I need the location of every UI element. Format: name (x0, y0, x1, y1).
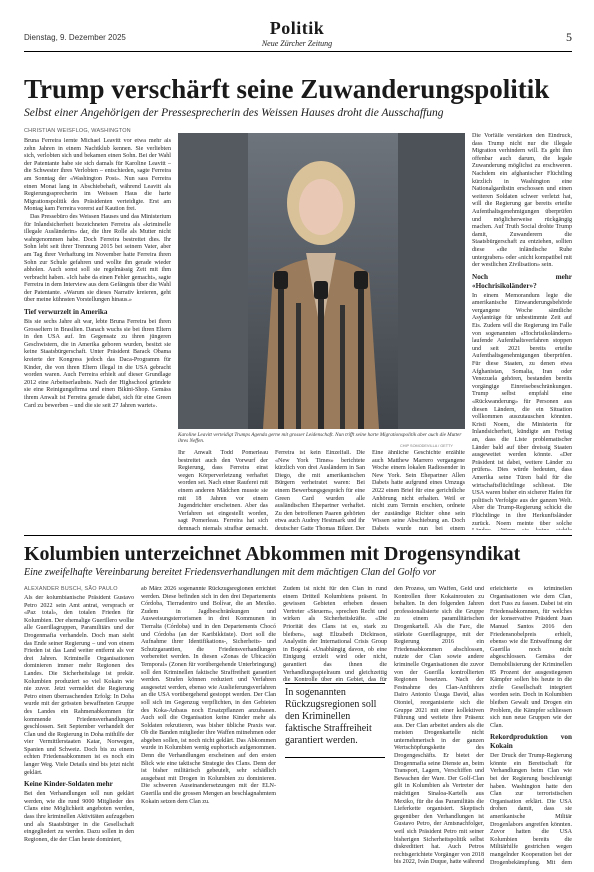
article2-headline: Kolumbien unterzeichnet Abkommen mit Drogensyndikat (24, 543, 521, 565)
article2-column-1 (24, 595, 134, 867)
header-rule (24, 51, 572, 52)
article2-byline: ALEXANDER BUSCH, SÃO PAULO (24, 586, 118, 592)
article1-photo (178, 133, 465, 429)
pullquote-rule-top (285, 683, 385, 684)
paragraph: den Prozess, um Waffen, Geld und Kontrollen ihrer Kokainrouten zu behalten. In den folgenden Jahren professionalisierte sich die Gruppe zu einem paramilitärischen Drogenkartell. Als die Farc, die stärkste Guerillagruppe, mit der Regierung 2016 ein Friedensabkommen abschlossen, nutzte der Clan sowie andere kriminelle Organisationen die zuvor von der Guerilla kontrollierten Regionen besetzen. Nach der Festnahme des Clan-Anführers Dairo Antonio Úsuga David, alias Otoniel, reorganisierte sich die Gruppe 2021 mit einer kollektiven Führung und weitete ihre Präsenz aus. Der Clan arbeitet anders als die meisten Drogenkartelle nicht unternehmerisch in der ganzen Wertschöpfungskette des Drogengeschäfts. Er bietet der Drogenmafia seine Dienste an, beim Transport, Lagern, Verschiffen und Bewachen der Ware. Der Golf-Clan gilt in Kolumbien als Vertreter der mächtigen Sinaloa-Kartells aus Mexiko, für die das Paramilitäts die Lieferkette organisiert. Skeptisch gegenüber den Verhandlungen ist Gustavo Petro, der Amtsnachfolger, weil sich Präsident Petro mit seiner bisherigen Sicherheitspolitik selbst diskreditiert hat. Auch Petros rechtsgerichtete Vorgänger von 2018 bis 2022, Iván Duque, hatte während (394, 586, 484, 866)
pullquote: In sogenannten Rückzugsregionen soll den Kriminellen faktische Straffreiheit garantiert werden. (285, 687, 377, 746)
article1-column-4 (372, 450, 465, 530)
article1-byline: CHRISTIAN WEISFLOG, WASHINGTON (24, 128, 131, 134)
newspaper-name: Neue Zürcher Zeitung (261, 39, 333, 48)
paragraph: Der Druck der Trump-Regierung könnte ein Bereitschaft für Verhandlungen beim Clan wie bei der Regierung beschleunigt haben. Washington hatte den Clan zur terroristischen Organisation erklärt. Die USA drohen damit, dass sie amerikanische Militär Drogenlabors angreifen könnten. Zuvor hatten die USA Kolumbien bereits die Militärhilfe gestrichen wegen mangelnder Kooperation bei der Drogenbekämpfung. Mit dem (490, 753, 572, 866)
article1-column-1 (24, 138, 171, 528)
paragraph: ab März 2026 sogenannte Rückzugsregionen errichtet werden. Diese befinden sich in den drei Departements Córdoba, Tierradentro und Bolívar, die an Mexiko. Zudem in Jagdbeschränkungen und Ausweisungsterrorismen in drei Kommunen in Tierralta (Córdoba) und in den Departements Chocó und Córdoba (an der Karibikküste). Dort soll die Aufnahme ihrer Identifikations-, Sicherheits- und Schutzgarantien, die Friedensverhandlungen vorbereitet werden. In diesen «Zonas de Ubicación Temporal» (Zonen für vorübergehende Unterbringung) soll den Kriminellen faktische Straffreiheit garantiert werden. Strafen können reduziert und Verfahren ausgesetzt werden, ebenso wie Auslieferungsverfahren an die USA vorübergehend gestoppt werden. Der Clan soll sich im Gegenzug verpflichten, in den Gebieten des Koka-Anbaus noch Ersatzpflanzen anzubauen. Auch soll die Organisation keine Kinder mehr als Soldaten rekrutieren, was bisher übliche Praxis war. Ob die Banden mitglieder ihre Waffen mitnehmen oder abgeben sollen, ist noch nicht geklärt. Das Abkommen wurde in Kolumbien wenig euphorisch aufgenommen. Denn die Verhandlungen erscheinen auf den ersten Blick wie eine taktische Strategie des Clans. Denn der ist bisher militärisch gebeutelt, sehr schädlich ausgebaut mit Drogen in Kolumbien zu dominieren. Die schweren Auseinandersetzungen mit der ELN-Guerilla und die grossen Mengen an beschlagnahmtem Kokain setzen dem Clan zu. (141, 586, 276, 805)
article2-column-2 (141, 586, 276, 867)
article-divider (24, 535, 572, 536)
issue-date: Dienstag, 9. Dezember 2025 (24, 33, 126, 42)
section-title: Politik (269, 18, 325, 38)
paragraph: Zudem ist nicht für den Clan in rund einem Dritteil Kolumbiens präsent. In gewissen Gebieten erheben dessen Vertreter «Steuern», sprechen Recht und wirken als Sicherheitskräfte. «Die Priorität des Clans ist es, stark zu bleiben», sagt Elizabeth Dickinson, Analystin der International Crisis Group in Bogotá. «Unabhängig davon, ob eine Einigung erzielt wird oder nicht, garantiert das ihnen die Verhandlungsspielraum und gleichzeitig die Kontrolle über ein Gebiet, das für (283, 586, 387, 682)
subheading: Noch mehr «Hochrisikoländer»? (472, 272, 572, 290)
paragraph: Ihr Anwalt Todd Pomerleau bestreitet auch den Vorwurf der Regierung, dass Ferreira einst wegen Körperverletzung verhaftet worden sei. Nach einer Rauferei mit einem anderen Mädchen musste sie mit 18 Jahren vor einem Jugendrichter erscheinen. Aber das Verfahren sei eingestellt worden, sagt Pomerleau. Ferreira hat sich demnach niemals strafbar gemacht. (178, 450, 268, 530)
pullquote-rule-bottom (285, 757, 385, 758)
subheading: Keine Kinder-Soldaten mehr (24, 780, 113, 789)
article1-headline: Trump verschärft seine Zuwanderungspolitik (24, 74, 550, 104)
article1-column-5 (472, 133, 572, 530)
paragraph: Bis sie sechs Jahre alt war, lebte Bruna Ferreira bei ihren Grosseltern in Brasilien. Danach wuchs sie bei ihren Eltern in den USA auf. Im Gegensatz zu ihren jüngeren Geschwistern, die in Amerika geboren wurden, besitzt sie keine Staatsbürgerschaft. Unter Präsident Barack Obama kreierte der Kongress jedoch das Daca-Programm für Kinder, die von ihren Eltern illegal in die USA gebracht worden waren. Auch Ferreira erhielt auf dieser Grundlage 2012 eine Arbeitserlaubnis. Nach der Highschool gründete sie eine Reinigungsfirma und einen Bikini-Shop. Gemäss ihrem Anwalt ist Ferreira gerade dabei, sich für eine Green Card zu bewerben – und die sie seit 27 Jahren wartet». (24, 319, 171, 409)
paragraph: Ferreira ist kein Einzelfall. Die «New York Times» berichtete kürzlich von drei Ausländern in San Diego, die mit amerikanischen Bürgern verheiratet waren: Bei einem Bewerbungsgespräch für eine Green Card wurden alle ausländischen Ehepartner verhaftet. Zu den betroffenen Paaren gehörten etwa auch Audrey Hestmark und ihr deutscher Gatte Thomas Bilger. Der (275, 450, 365, 530)
paragraph: In einem Memorandum legte die amerikanische Einwanderungsbehörde vergangene Woche sämtliche Asylanträge für unbestimmte Zeit auf Eis. Zudem will die Regierung im Falle von sogenannten «Hochrisikoländern» laufende Aufenthaltsverfahren stoppen und seit 2021 bereits erteilte Aufenthaltsgenehmigungen überprüfen. Für diese Staaten, zu denen etwa Afghanistan, Somalia, Iran oder Venezuela gehören, bestanden bereits vorgängige Einreisebeschränkungen. Trump selbst empfahl eine «Rückwanderung» für Personen aus diesen Ländern, die ein Situation vollkommen auszutauschen könnten. Kristi Noem, die Ministerin für Inlandsicherheit, kündigte am Freitag an, dass die Liste problematischer Länder bald auf über dreissig Staaten ausgeweitet werden könnte. «Der Präsident ist dabei, weitere Länder zu prüfen». Dies würde bedeuten, dass Amerika seine Türen bald für die wirtschaftsflüchtlinge schliesst. Die USA waren bisher ein sicherer Hafen für politisch Verfolgte aus der ganzen Welt. Aber die Trump-Regierung schickt die Flüchtlinge in ihre Herkunftsländer zurück. Noem meinte über solche (472, 292, 572, 527)
paragraph: Eine ähnliche Geschichte erzählte auch Matthew Marrero vergangene Woche einem lokalen Radiosender in New York. Sein Ehepartner Allen Dabeis hatte aufgrund eines Umzugs 2022 einen Brief für eine gerichtliche Anhörung nicht erhalten. Weil er nicht zum Termin erschien, ordnete der zuständige Richter ohne sein Wissen seine Abschiebung an. Doch Dabeis wurde nun bei einem (372, 450, 465, 530)
page-number: 5 (566, 30, 572, 44)
subheading: Tief verwurzelt in Amerika (24, 308, 108, 317)
article2-column-3 (283, 586, 387, 682)
article2-column-5 (490, 586, 572, 867)
subheading: Rekordproduktion von Kokain (490, 733, 572, 751)
photo-credit: CHIP SOMODEVILLA / GETTY (400, 444, 453, 448)
paragraph: Das Pressebüro des Weissen Hauses und das Ministerium für Inlandsicherheit bezeichneten Ferreira als «kriminelle illegale Ausländerin» dar, die ihre Rolle als Mutter nicht wahrgenommen habe. Doch Ferreira bestreitet dies. Ihr Sohn lebt seit ihrer Trennung 2015 bei seinem Vater, aber am Tag ihrer Verhaftung im November hatte Ferreira ihren Sohn zur Schule gefahren und wollte ihn gerade wieder abholen. Auch sonst soll sie regelmässig Zeit mit ihm verbracht haben. «Ich habe da einen Fehler gemacht», sagte Ferreira in dem Interview aus dem Gefängnis über die Wahl der Patentante. «Warum sie dieses Narrativ kreieren, geht über meine kühnsten Vorstellungen hinaus.» (24, 213, 171, 304)
article1-column-2 (178, 450, 268, 530)
paragraph: Als der kolumbianische Präsident Gustavo Petro 2022 sein Amt antrat, versprach er «Paz total», den totalen Frieden für Kolumbien. Der ehemalige Guerillero wollte alle Guerillagruppen, Paramilitärs und der Drogenmafia verhandeln. Doch man sieht das Ende seiner Regierung – und von einem Frieden ist das Land weiter entfernt als vor drei Jahren. Kriminelle Organisationen dominieren immer mehr Regionen des Landes. Die Sicherheitslage ist prekär. Kolumbien produziert so viel Kokain wie nie zuvor. Jetzt vermeldet die Regierung Petro einen überraschenden Erfolg: In Doha wurde mit der grössten bewaffneten Gruppe des Landes ein Rahmenabkommen für kommende Friedensverhandlungen geschlossen. Seit September verhandelt der Clan und die Regierung in Doha mithilfe der vier Vermittlerstaaten Katar, Norwegen, Spanien und Schweiz. Doch bis zu einem echten Friedensabkommen ist es noch ein langer Weg. Viele Details sind bis jetzt nicht geklärt. (24, 595, 134, 776)
paragraph: erleichterte es kriminellen Organisationen wie dem Clan, dort Fuss zu fassen. Dabei ist ein Friedensabkommen, für welches der konservative Präsident Juan Manuel Santos 2016 den Friedensnobelpreis erhielt, ebenso wie die Entwaffnung der Guerilla noch nicht abgeschlossen. Gemäss der Demobilisierung der Kriminellen 85 Prozent der ausgestiegenen Kämpfer sollen bis heute in die zivile Gesellschaft integriert worden sein. Doch in Kolumbien bleiben Gewalt und Drogen ein Problem, die Kämpfer schliessen sich nun neue Gruppen wie der Clan. (490, 586, 572, 729)
article2-column-3-continued (283, 762, 387, 867)
photo-caption: Karoline Leavitt verteidigt Trumps Agenda gerne mit grosser Leidenschaft. Nun trifft seine harte Migrationspolitik aber auch die Mutter ihres Neffen. (178, 432, 462, 445)
press-briefing-image (178, 133, 465, 429)
article1-subheadline: Selbst einer Angehörigen der Pressesprecherin des Weissen Hauses droht die Ausschaffung (24, 107, 444, 119)
paragraph: Bei den Verhandlungen soll nun geklärt werden, wie die rund 9000 Mitglieder des Clans eine Möglichkeit angeboten werden, dass ihre kriminellen Aktivitäten aufzugeben und als Staatsbürger in die Gesellschaft eingegliedert zu werden. Dazu sollen in den Regionen, die der Clan heute dominiert, (24, 791, 134, 843)
article1-column-3 (275, 450, 365, 530)
article2-subheadline: Eine zweifelhafte Vereinbarung bereitet Friedensverhandlungen mit dem mächtigen Clan del Golfo vor (24, 567, 437, 578)
article2-column-4 (394, 586, 484, 867)
paragraph: Bruna Ferreira lernte Michael Leavitt vor etwa mehr als zehn Jahren in einem Nachtklub kennen. Sie verliebten sich, verlobten sich und bekamen einen Sohn. Bei der Wahl der Patentante habe sie sich damals für Karoline Leavitt – die Schwester ihres Verlobten – entschieden, sagte Ferreira am Sonntag der «Washington Post». Nun sass Ferreira einen Monat lang in Abschiebehaft, während Leavitt als Regierungssprecherin im Weissen Haus die harte Migrationspolitik des Präsidenten verteidigte. Erst am Montag kam Ferreira vorerst auf Kaution frei. (24, 138, 171, 213)
paragraph: Die Vorfälle verstärken den Eindruck, dass Trump nicht nur die illegale Migration verhindern will. Es geht ihm offenbar auch darum, die legale Zuwanderung möglichst zu erschweren. Nachdem ein afghanischer Flüchtling kürzlich in Washington eine Nationalgardistin erschossen und einen weiteren Soldaten schwer verletzt hat, will die Regierung gar bereits erteilte Aufenthaltsgenehmigungen überprüfen und möglicherweise rückgängig machen. Auf Truth Social drohte Trump damit, Zuwanderern die Staatsbürgerschaft zu entziehen, sollten diese «die inländische Ruhe untergraben» oder «nicht kompatibel mit der westlichen Zivilisation» sein. (472, 133, 572, 269)
